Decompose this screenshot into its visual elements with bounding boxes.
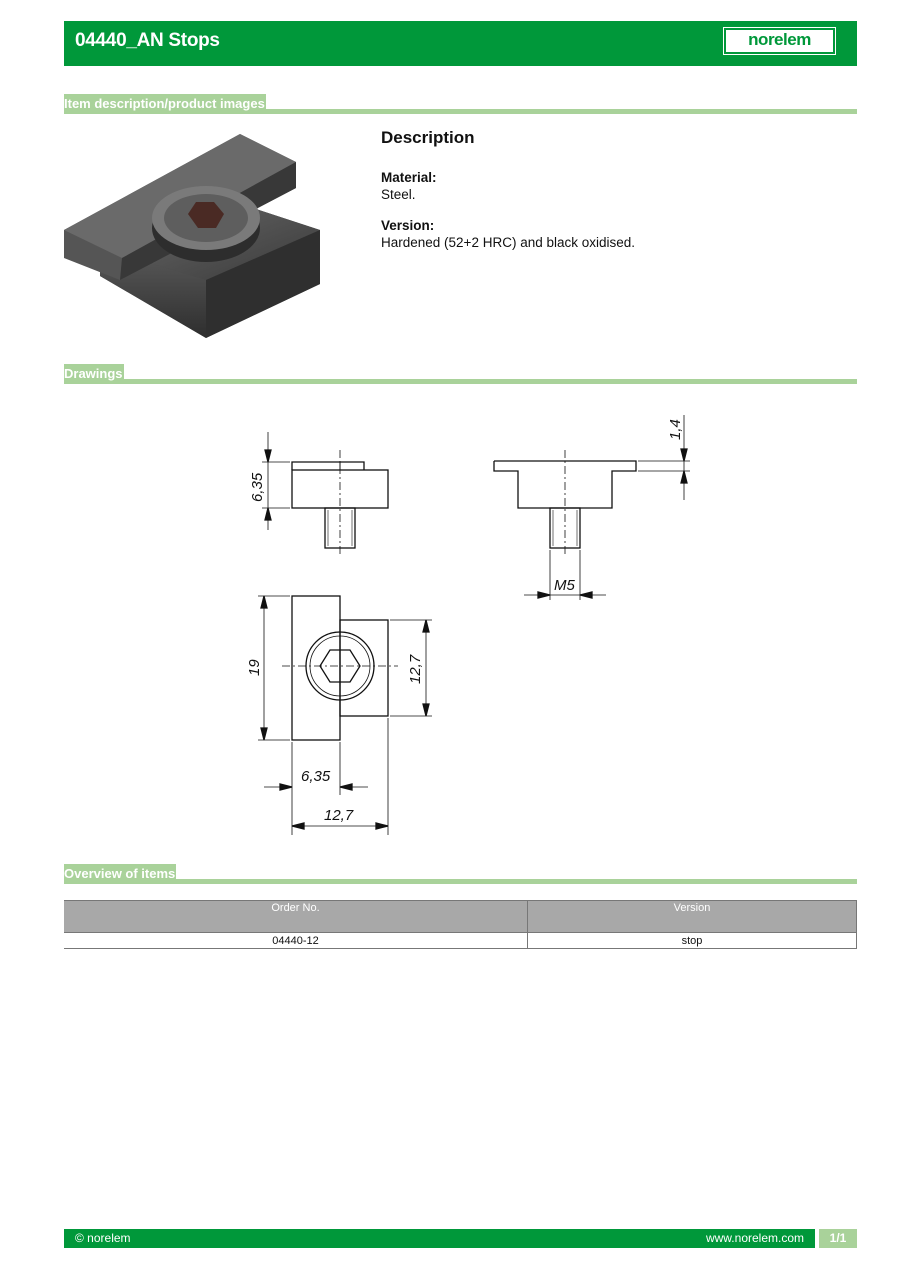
dim-height-label: 6,35: [249, 472, 266, 502]
section-overview: [64, 860, 857, 884]
version-value: Hardened (52+2 HRC) and black oxidised.: [381, 235, 636, 250]
order-no-cell: 04440-12: [64, 933, 528, 949]
column-header-version: Version: [528, 901, 857, 933]
material-value: Steel.: [381, 187, 416, 202]
section-label: Drawings: [64, 364, 124, 384]
page-number: 1/1: [819, 1229, 857, 1248]
page-header: [64, 21, 857, 66]
description-block: [381, 128, 841, 250]
section-label: Item description/product images: [64, 94, 266, 114]
dim-thread-label: M5: [554, 577, 575, 594]
product-image: [64, 130, 324, 342]
version-cell: stop: [528, 933, 857, 949]
version-label: Version:: [381, 218, 435, 233]
material-label: Material:: [381, 170, 437, 185]
description-heading: Description: [381, 128, 475, 147]
section-drawings: [64, 360, 857, 384]
norelem-logo: norelem: [723, 27, 836, 55]
page-footer: [64, 1229, 857, 1248]
dim-length-label: 19: [246, 659, 263, 676]
copyright-text: © norelem: [75, 1231, 131, 1245]
dim-offset-label: 6,35: [301, 768, 331, 785]
website-link[interactable]: www.norelem.com: [705, 1231, 804, 1245]
dim-flange-label: 1,4: [667, 419, 684, 440]
page-title: 04440_AN Stops: [75, 30, 220, 51]
section-label: Overview of items: [64, 864, 176, 884]
dim-width-bottom-label: 12,7: [324, 807, 354, 824]
dim-width-side-label: 12,7: [407, 654, 424, 684]
column-header-order-no: Order No.: [64, 901, 528, 933]
technical-drawing: [230, 405, 684, 845]
items-table: [64, 900, 857, 949]
table-row: [64, 933, 857, 949]
section-item-description: [64, 90, 857, 114]
